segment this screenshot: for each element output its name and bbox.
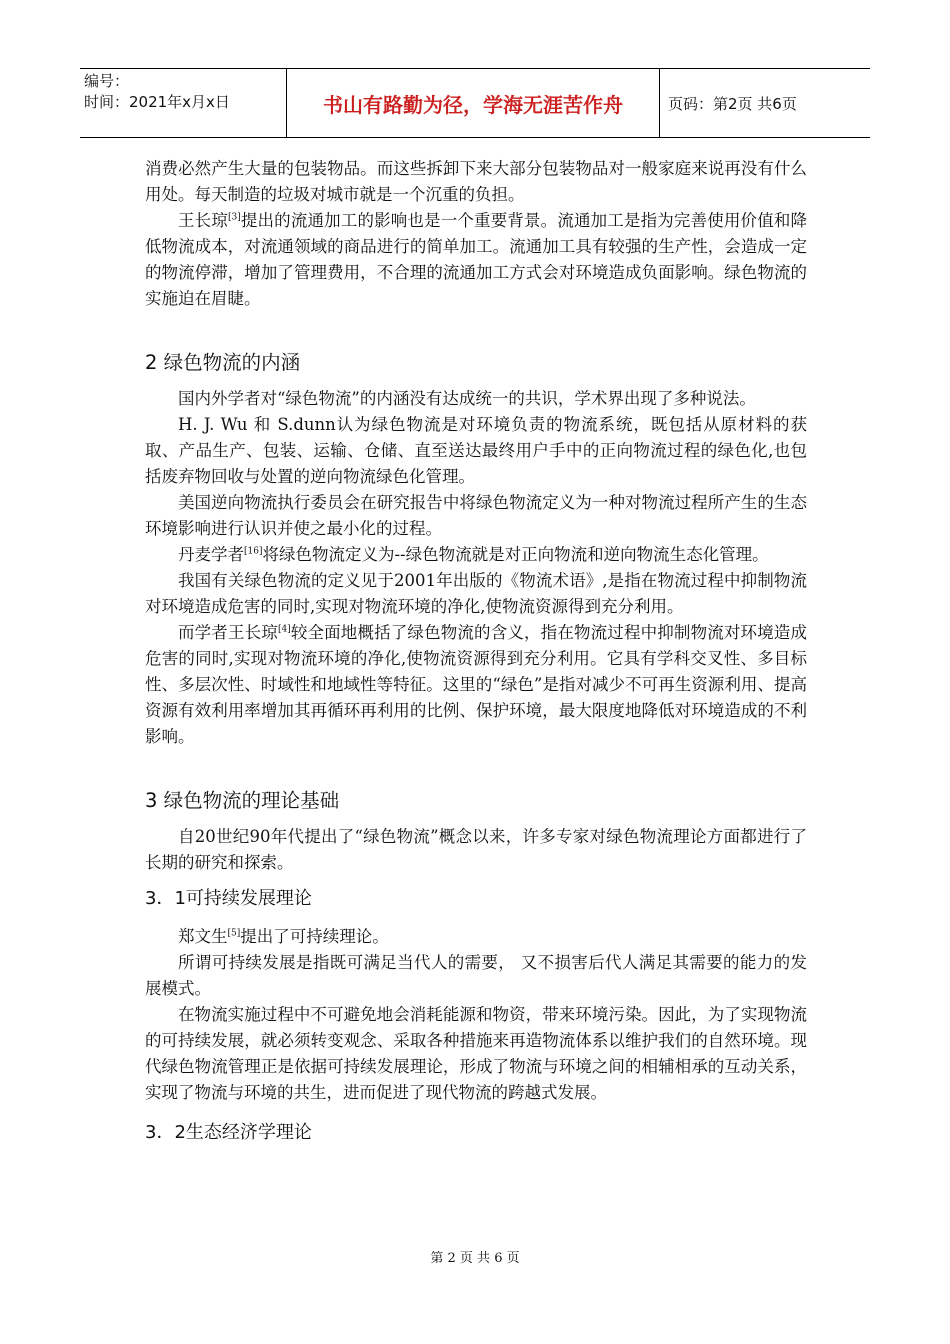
paragraph: 丹麦学者[16]将绿色物流定义为--绿色物流就是对正向物流和逆向物流生态化管理。 (178, 545, 769, 564)
paragraph: 消费必然产生大量的包装物品。而这些拆卸下来大部分包装物品对一般家庭来说再没有什么用处。每天制造的垃圾对城市就是一个沉重的负担。 (145, 159, 807, 204)
header-page-number: 页码：第2页 共6页 (668, 94, 797, 113)
paragraph: 国内外学者对“绿色物流”的内涵没有达成统一的共识，学术界出现了多种说法。 (178, 389, 756, 408)
section-heading: 2 绿色物流的内涵 (145, 351, 301, 374)
document-body (145, 156, 807, 1158)
subsection-heading: 3．2生态经济学理论 (145, 1122, 312, 1143)
citation-ref: [5] (227, 928, 241, 939)
section-heading: 3 绿色物流的理论基础 (145, 789, 340, 812)
citation-ref: [3] (227, 212, 241, 223)
paragraph: 在物流实施过程中不可避免地会消耗能源和物资，带来环境污染。因此，为了实现物流的可持续发展，就必须转变观念、采取各种措施来再造物流体系以维护我们的自然环境。现代绿色物流管理正是依据可持续发展理论，形成了物流与环境之间的相辅相承的互动关系，实现了物流与环境的共生，进而促进了现代物流的跨越式发展。 (145, 1005, 807, 1102)
paragraph: 美国逆向物流执行委员会在研究报告中将绿色物流定义为一种对物流过程所产生的生态环境影响进行认识并使之最小化的过程。 (145, 493, 807, 538)
header-time: 时间：2021年x月x日 (84, 93, 230, 111)
paragraph: 而学者王长琼[4]较全面地概括了绿色物流的含义，指在物流过程中抑制物流对环境造成危害的同时,实现对物流环境的净化,使物流资源得到充分利用。它具有学科交叉性、多目标性、多层次性、时域性和地域性等特征。这里的“绿色”是指对减少不可再生资源利用、提高资源有效利用率增加其再循环再利用的比例、保护环境，最大限度地降低对环境造成的不利影响。 (145, 623, 808, 746)
header-number: 编号： (84, 72, 130, 90)
citation-ref: [4] (277, 624, 291, 635)
paragraph: H. J. Wu 和 S.dunn认为绿色物流是对环境负责的物流系统，既包括从原材料的获取、产品生产、包装、运输、仓储、直至送达最终用户手中的正向物流过程的绿色化,也包括废弃物回收与处置的逆向物流绿色化管理。 (145, 415, 807, 486)
header-table (80, 68, 870, 138)
header-meta (80, 69, 287, 137)
paragraph: 王长琼[3]提出的流通加工的影响也是一个重要背景。流通加工是指为完善使用价值和降低物流成本，对流通领域的商品进行的简单加工。流通加工具有较强的生产性，会造成一定的物流停滞，增加了管理费用，不合理的流通加工方式会对环境造成负面影响。绿色物流的实施迫在眉睫。 (145, 211, 808, 308)
header-motto: 书山有路勤为径，学海无涯苦作舟 (287, 69, 660, 137)
paragraph: 所谓可持续发展是指既可满足当代人的需要， 又不损害后代人满足其需要的能力的发展模式。 (145, 953, 807, 998)
paragraph: 自20世纪90年代提出了“绿色物流”概念以来，许多专家对绿色物流理论方面都进行了长期的研究和探索。 (145, 827, 807, 872)
citation-ref: [16] (244, 546, 263, 557)
page-footer: 第 2 页 共 6 页 (430, 1251, 520, 1266)
paragraph: 郑文生[5]提出了可持续理论。 (178, 927, 389, 946)
paragraph: 我国有关绿色物流的定义见于2001年出版的《物流术语》,是指在物流过程中抑制物流对环境造成危害的同时,实现对物流环境的净化,使物流资源得到充分利用。 (145, 571, 807, 616)
subsection-heading: 3．1可持续发展理论 (145, 888, 312, 909)
